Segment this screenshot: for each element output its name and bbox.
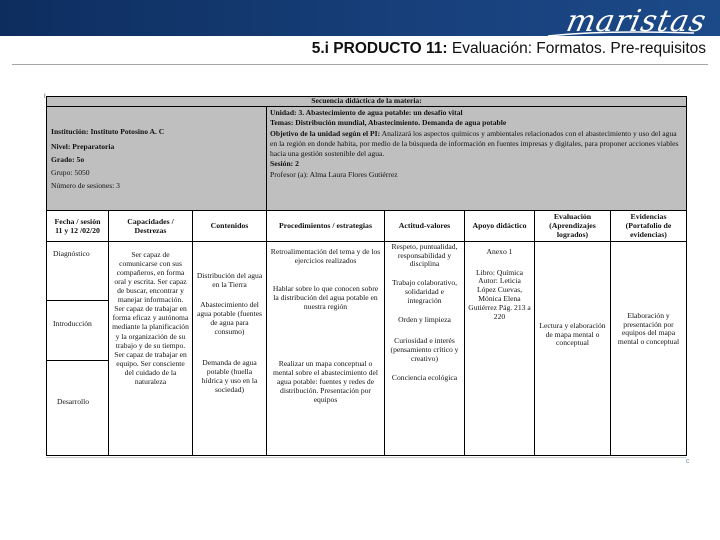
profesor-text: Profesor (a): Alma Laura Flores Gutiérrez — [270, 169, 398, 179]
lesson-plan-document — [46, 96, 686, 457]
grupo-text: Grupo: 5050 — [51, 168, 90, 177]
evidencias-cell: Elaboración y presentación por equipos del mapa mental o conceptual — [611, 241, 687, 455]
sesion-text: Sesión: 2 — [270, 159, 299, 169]
document-bottom-edge — [46, 457, 686, 458]
procedimiento-c: Realizar un mapa conceptual o mental sobre el abastecimiento del agua potable: fuentes y redes de distribución. Presentación por equipos — [272, 359, 378, 405]
general-info — [47, 107, 267, 211]
contenido-c: Demanda de agua potable (huella hídrica y uso en la sociedad) — [201, 358, 258, 395]
col-evidencias: Evidencias (Portafolio de evidencias) — [611, 211, 687, 242]
temas-text: Temas: Distribución mundial, Abastecimiento. Demanda de agua potable — [270, 118, 507, 128]
col-apoyo: Apoyo didáctico — [465, 211, 535, 242]
actitud-c: Orden y limpieza — [398, 315, 451, 325]
procedimiento-b: Hablar sobre lo que conocen sobre la distribución del agua potable en nuestra región — [272, 284, 379, 312]
objetivo-text: Objetivo de la unidad según el PI: Analizará los aspectos químicos y ambientales relacionados con el abastecimiento y uso del agua en la región en donde habita, por medio de la búsqueda de información en fuentes impresas y digitales, para proponer acciones viables hacia una gestión sostenible del agua. — [270, 128, 679, 158]
corner-mark: I — [44, 94, 46, 100]
actitud-b: Trabajo colaborativo, solidaridad e integración — [391, 278, 458, 306]
apoyo-a: Anexo 1 — [486, 246, 513, 256]
unit-info — [267, 107, 687, 211]
sesiones-text: Número de sesiones: 3 — [51, 181, 120, 190]
institucion-text: Institución: Instituto Potosino A. C — [51, 127, 165, 136]
title-divider — [12, 64, 708, 65]
apoyo-b: Libro: Química Autor: Leticia López Cuevas, Mónica Elena Gutiérrez Pág. 213 a 220 — [468, 267, 531, 322]
col-evaluacion: Evaluación (Aprendizajes logrados) — [535, 211, 611, 242]
row-labels — [47, 241, 109, 455]
actitud-a: Respeto, puntualidad, responsabilidad y disciplina — [391, 241, 458, 269]
apoyo-cell — [465, 241, 535, 455]
contenido-a: Distribución del agua en la Tierra — [196, 270, 263, 289]
grado-text: Grado: 5o — [51, 155, 85, 164]
col-capacidades: Capacidades / Destrezas — [109, 211, 193, 242]
col-fecha: Fecha / sesión 11 y 12 /02/20 — [47, 211, 109, 242]
page-mark: c — [686, 458, 690, 465]
procedimientos-cell — [267, 241, 385, 455]
slide-title: 5.i PRODUCTO 11: Evaluación: Formatos. Pre-requisitos — [311, 40, 706, 57]
maristas-logo: maristas — [563, 4, 710, 39]
row-desarrollo: Desarrollo — [57, 396, 90, 406]
contenidos-cell — [193, 241, 267, 455]
col-actitud: Actitud-valores — [385, 211, 465, 242]
row-introduccion: Introducción — [53, 318, 92, 328]
nivel-text: Nivel: Preparatoria — [51, 142, 115, 151]
contenido-b: Abastecimiento del agua potable (fuentes de agua para consumo) — [197, 300, 262, 337]
evaluacion-cell: Lectura y elaboración de mapa mental o conceptual — [535, 241, 611, 455]
col-procedimientos: Procedimientos / estrategias — [267, 211, 385, 242]
unidad-text: Unidad: 3. Abastecimiento de agua potable: un desafío vital — [270, 108, 463, 117]
actitud-cell — [385, 241, 465, 455]
secuencia-header: Secuencia didáctica de la materia: — [47, 97, 687, 107]
logo-swash-icon — [546, 30, 696, 38]
capacidades-cell: Ser capaz de comunicarse con sus compañeros, en forma oral y escrita. Ser capaz de buscar, encontrar y manejar información. Ser capaz de trabajar en forma eficaz y autónoma mediante la planificación y la organización de su trabajo y de su tiempo. Ser capaz de trabajar en equipo. Ser consciente del cuidado de la naturaleza — [109, 241, 193, 455]
actitud-d: Curiosidad e interés (pensamiento crítico y creativo) — [390, 336, 459, 364]
procedimiento-a: Retroalimentación del tema y de los ejercicios realizados — [270, 246, 381, 265]
actitud-e: Conciencia ecológica — [391, 373, 458, 383]
row-diagnostico: Diagnóstico — [53, 248, 90, 258]
col-contenidos: Contenidos — [193, 211, 267, 242]
lesson-plan-table — [46, 96, 687, 456]
